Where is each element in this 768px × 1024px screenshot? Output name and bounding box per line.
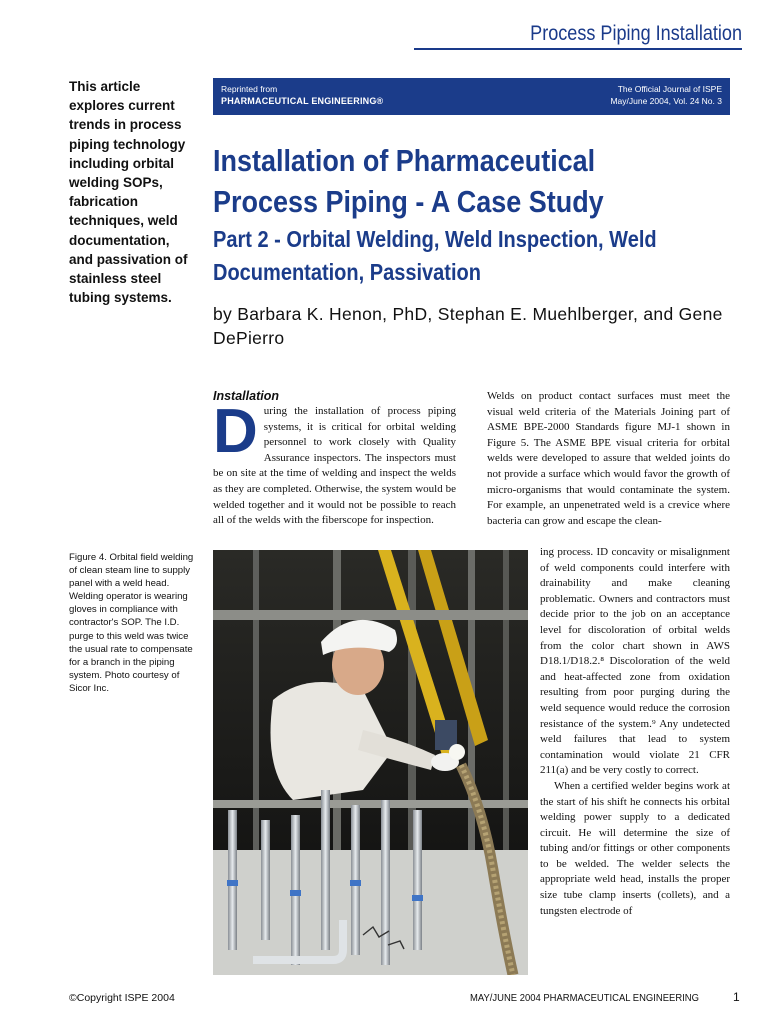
cleaning-paragraph: ing process. ID concavity or misalignment of weld components could interfere with drainability and make cleaning problematic. Owners and contractors must decide prior to the job on an acceptance level for discoloration of orbital welds from the color chart shown in AWS D18.1/D18.2.⁸ Discoloration of the weld and heat-affected zone from oxidation resulting from poor purging during the weld sequence would reduce the corrosion resistance of the system.⁹ Any undetected weld failures that lead to system contamination would violate 21 CFR 211(a) and be very costly to correct. bbox=[540, 546, 730, 777]
issue-label: May/June 2004, Vol. 24 No. 3 bbox=[610, 96, 722, 106]
section-heading: Installation bbox=[213, 389, 279, 403]
figure-photo-orbital-welding bbox=[213, 550, 528, 975]
journal-name: PHARMACEUTICAL ENGINEERING® bbox=[221, 96, 384, 106]
article-title: Installation of Pharmaceutical Process Piping - A Case Study bbox=[213, 143, 604, 219]
body-column-right-top bbox=[487, 389, 730, 529]
page-number: 1 bbox=[733, 990, 740, 1004]
drop-cap: D bbox=[213, 397, 258, 466]
banner-right bbox=[610, 83, 722, 107]
weld-criteria-paragraph: Welds on product contact surfaces must meet the visual weld criteria of the Materials Joining part of ASME BPE-2000 Standards figure MJ-1 shown in Figure 5. The ASME BPE visual criteria for orbital welds were developed to assure that welded joints do not provide a surface which would favor the growth of micro-organisms that would contaminate the system. For example, an unpenetrated weld is a crevice where bacteria can grow and escape the clean- bbox=[487, 390, 730, 527]
banner-left bbox=[221, 83, 383, 107]
figure-caption: Figure 4. Orbital field welding of clean steam line to supply panel with a weld head. Welding operator is wearing gloves in compliance with contractor's SOP. The I.D. purge to this weld was twice the usual rate to compensate for a branch in the piping system. Photo courtesy of Sicor Inc. bbox=[69, 552, 194, 694]
welding-photo-illustration bbox=[213, 550, 528, 975]
intro-paragraph: uring the installation of process piping systems, it is critical for orbital welding personnel to work closely with Quality Assurance inspectors. The inspectors must be on site at the time of welding and inspect the welds as they are completed. Otherwise, the system would be welded together and it would not be possible to reach all of the welds with the fiberscope for inspection. bbox=[213, 405, 456, 527]
article-summary: This article explores current trends in process piping technology including orbital welding SOPs, fabrication techniques, weld documentation, and passivation of stainless steel tubing systems. bbox=[69, 79, 188, 306]
footer-issue-line: MAY/JUNE 2004 PHARMACEUTICAL ENGINEERING bbox=[470, 992, 699, 1004]
reprint-banner bbox=[213, 78, 730, 115]
body-column-right-bottom bbox=[540, 545, 730, 919]
footer-copyright: ©Copyright ISPE 2004 bbox=[69, 992, 175, 1004]
running-header: Process Piping Installation bbox=[530, 22, 742, 45]
article-authors: by Barbara K. Henon, PhD, Stephan E. Muehlberger, and Gene DePierro bbox=[213, 304, 723, 348]
official-journal-label: The Official Journal of ISPE bbox=[617, 84, 722, 94]
header-rule bbox=[414, 48, 742, 50]
article-subtitle: Part 2 - Orbital Welding, Weld Inspection, Weld Documentation, Passivation bbox=[213, 226, 657, 285]
body-column-left bbox=[213, 397, 456, 529]
welder-paragraph: When a certified welder begins work at the start of his shift he connects his orbital welding power supply to a dedicated circuit. He will determine the size of tubing and/or fittings or other components to be welded. The welder selects the appropriate weld head, installs the proper size tube clamp inserts (collets), and a tungsten electrode of bbox=[540, 779, 730, 917]
reprinted-from-label: Reprinted from bbox=[221, 84, 278, 94]
